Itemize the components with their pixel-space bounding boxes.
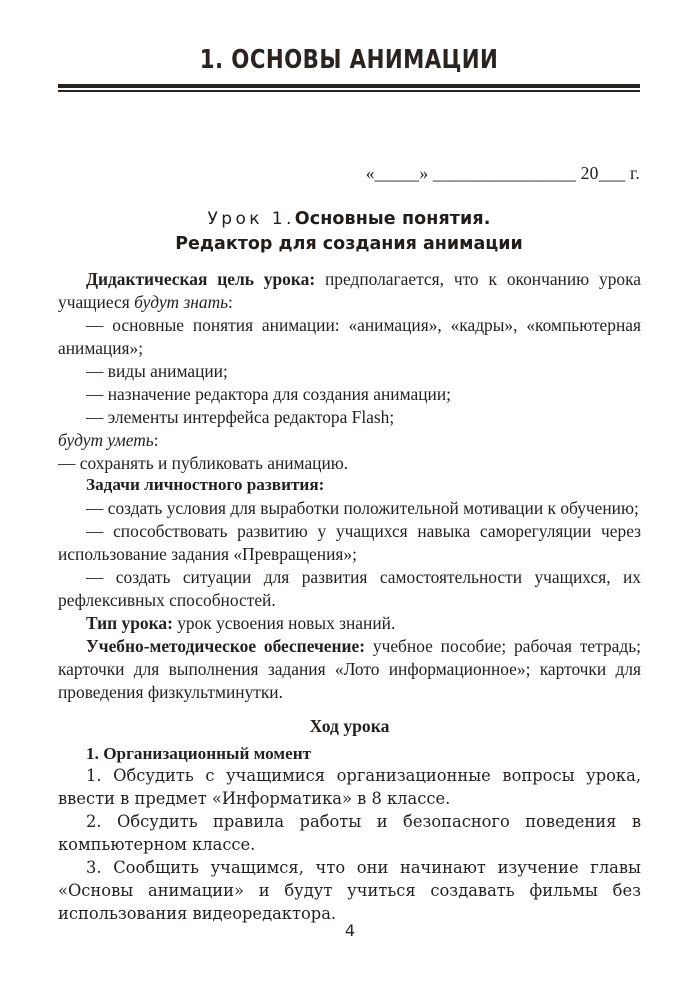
date-blank-line: «_____» ________________ 20___ г.	[365, 163, 640, 183]
will-be-able-colon: :	[153, 429, 159, 450]
will-be-able-italic: будут уметь	[58, 429, 154, 450]
lesson-name-line1: Основные понятия.	[294, 209, 491, 229]
lesson-body	[58, 268, 641, 926]
lesson-name-line2: Редактор для создания анимации	[175, 233, 523, 254]
page-number: 4	[344, 921, 356, 940]
personal-task-item: — создать ситуации для развития самостоятельности учащихся, их рефлексивных способностей.	[58, 566, 641, 610]
know-item: — назначение редактора для создания анимации;	[86, 383, 451, 404]
chapter-header	[58, 46, 640, 92]
section1-item: 3. Сообщить учащимся, что они начинают изучение главы «Основы анимации» и будут учиться создавать фильмы без использования видеоредактора.	[58, 857, 641, 923]
materials-label: Учебно-методическое обеспечение:	[86, 635, 366, 656]
materials-paragraph	[58, 635, 641, 704]
section1-item: 2. Обсудить правила работы и безопасного поведения в компьютерном классе.	[58, 812, 641, 855]
didactic-goal-colon: :	[228, 291, 233, 312]
lesson-type-text: урок усвоения новых знаний.	[172, 612, 396, 633]
didactic-goal-label: Дидактическая цель урока:	[86, 269, 316, 289]
know-item: — основные понятия анимации: «анимация», «кадры», «компьютерная анимация»;	[58, 314, 641, 358]
didactic-goal-italic: будут знать	[134, 291, 229, 312]
lesson-title-block	[58, 208, 640, 257]
personal-task-item: — способствовать развитию у учащихся навыка саморегуляции через использование задания «Превращения»;	[58, 521, 641, 564]
able-item: — сохранять и публиковать анимацию.	[58, 452, 349, 473]
section1-item: 1. Обсудить с учащимися организационные вопросы урока, ввести в предмет «Информатика» в 8 классе.	[58, 766, 641, 809]
chapter-title: 1. ОСНОВЫ АНИМАЦИИ	[199, 45, 499, 75]
know-item: — элементы интерфейса редактора Flash;	[86, 406, 395, 427]
header-rule-thin	[58, 90, 640, 92]
materials-text: учебное пособие; рабочая тетрадь; карточки для выполнения задания «Лото информационное»; карточки для проведения физкультминутки.	[58, 635, 641, 702]
personal-task-item: — создать условия для выработки положительной мотивации к обучению;	[86, 498, 639, 519]
course-of-lesson-heading: Ход урока	[309, 715, 390, 736]
know-item: — виды анимации;	[86, 360, 228, 381]
didactic-goal-paragraph	[58, 268, 641, 314]
will-be-able-lead	[58, 429, 641, 452]
personal-tasks-heading: Задачи личностного развития:	[86, 475, 325, 495]
header-double-rule	[58, 84, 640, 92]
didactic-goal-text: предполагается, что к окончанию урока учащиеся	[58, 269, 642, 312]
section1-heading: 1. Организационный момент	[86, 743, 312, 763]
lesson-type-paragraph	[58, 612, 641, 635]
lesson-type-label: Тип урока:	[86, 612, 173, 633]
lesson-number: Урок 1.	[207, 209, 295, 229]
